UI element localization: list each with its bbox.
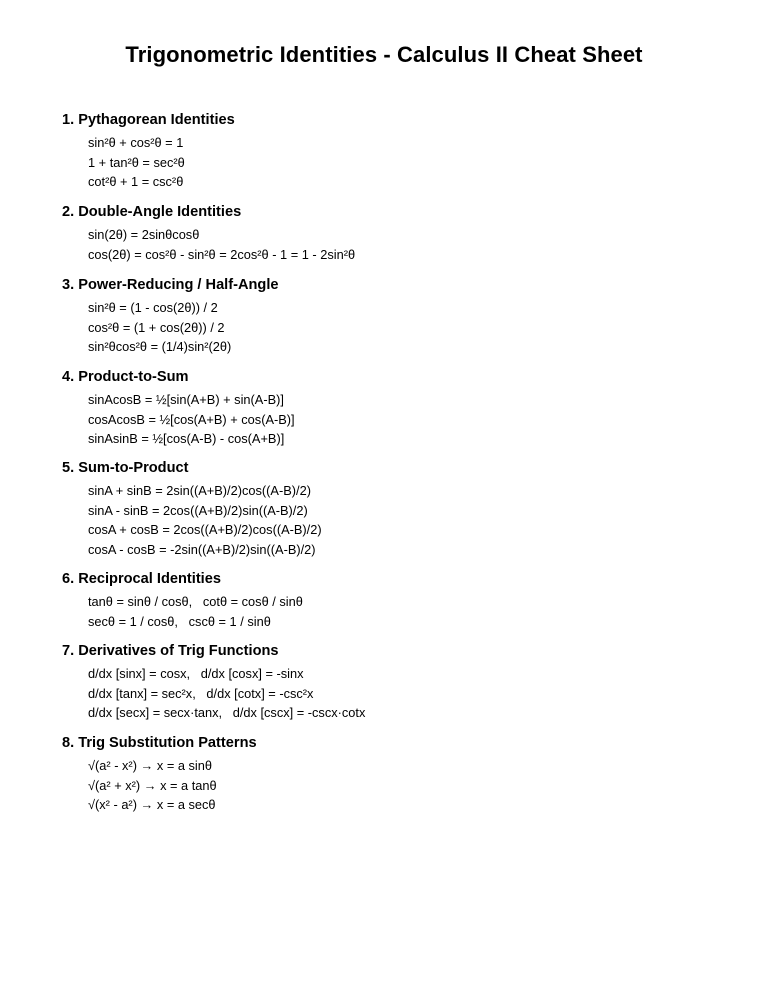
identity-line: 1 + tan²θ = sec²θ (88, 154, 185, 170)
page-title: Trigonometric Identities - Calculus II Cheat Sheet (125, 42, 643, 67)
section-heading: 8. Trig Substitution Patterns (62, 735, 257, 751)
identity-line: d/dx [secx] = secx·tanx, d/dx [cscx] = -cscx·cotx (88, 705, 366, 721)
identity-list (62, 756, 712, 815)
identity-line: d/dx [sinx] = cosx, d/dx [cosx] = -sinx (88, 666, 304, 681)
section-reciprocal (62, 570, 712, 631)
section-sum-to-product (62, 459, 712, 559)
identity-line: sinA - sinB = 2cos((A+B)/2)sin((A-B)/2) (88, 502, 308, 518)
section-heading: 1. Pythagorean Identities (62, 112, 235, 128)
section-pythagorean (62, 111, 712, 192)
section-product-to-sum (62, 368, 712, 449)
identity-line: sin²θ + cos²θ = 1 (88, 135, 184, 150)
section-heading: 7. Derivatives of Trig Functions (62, 643, 279, 659)
identity-line: √(a² + x²) → x = a tanθ (88, 777, 217, 793)
section-double-angle (62, 203, 712, 264)
identity-line: secθ = 1 / cosθ, cscθ = 1 / sinθ (88, 613, 271, 629)
identity-line: sin²θ = (1 - cos(2θ)) / 2 (88, 300, 218, 315)
identity-line: √(x² - a²) → x = a secθ (88, 797, 216, 813)
section-heading: 4. Product-to-Sum (62, 369, 189, 385)
section-derivatives (62, 642, 712, 723)
identity-line: sin(2θ) = 2sinθcosθ (88, 227, 200, 242)
identity-list (62, 664, 712, 723)
identity-line: sinA + sinB = 2sin((A+B)/2)cos((A-B)/2) (88, 483, 311, 498)
identity-line: cosAcosB = ½[cos(A+B) + cos(A-B)] (88, 411, 295, 427)
section-heading: 5. Sum-to-Product (62, 460, 189, 476)
section-power-reducing (62, 276, 712, 357)
identity-list (62, 298, 712, 357)
section-heading: 2. Double-Angle Identities (62, 204, 242, 220)
section-trig-substitution (62, 734, 712, 815)
identity-line: cos²θ = (1 + cos(2θ)) / 2 (88, 319, 225, 335)
identity-list (62, 225, 712, 264)
identity-line: sinAsinB = ½[cos(A-B) - cos(A+B)] (88, 431, 285, 447)
identity-line: cos(2θ) = cos²θ - sin²θ = 2cos²θ - 1 = 1 - 2sin²θ (88, 246, 356, 262)
identity-list (62, 592, 712, 631)
identity-line: cosA - cosB = -2sin((A+B)/2)sin((A-B)/2) (88, 541, 316, 557)
identity-list (62, 390, 712, 449)
section-heading: 6. Reciprocal Identities (62, 571, 221, 587)
identity-line: d/dx [tanx] = sec²x, d/dx [cotx] = -csc²x (88, 685, 314, 701)
identity-line: tanθ = sinθ / cosθ, cotθ = cosθ / sinθ (88, 594, 303, 609)
identity-line: sinAcosB = ½[sin(A+B) + sin(A-B)] (88, 392, 284, 407)
identity-line: sin²θcos²θ = (1/4)sin²(2θ) (88, 339, 232, 355)
section-heading: 3. Power-Reducing / Half-Angle (62, 277, 279, 293)
identity-line: cot²θ + 1 = csc²θ (88, 174, 184, 190)
identity-list (62, 133, 712, 192)
identity-list (62, 481, 712, 559)
identity-line: √(a² - x²) → x = a sinθ (88, 758, 212, 773)
identity-line: cosA + cosB = 2cos((A+B)/2)cos((A-B)/2) (88, 522, 322, 538)
